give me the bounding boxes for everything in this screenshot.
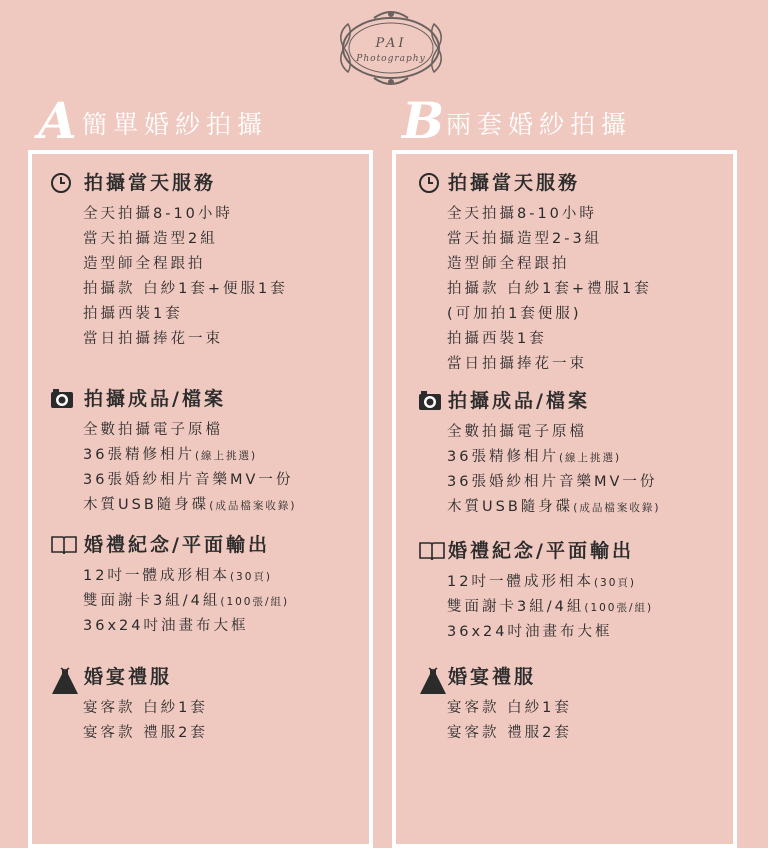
- section-header: [414, 170, 652, 200]
- clock-icon: [418, 172, 440, 198]
- list-item: [83, 202, 288, 227]
- item-text: 造型師全程跟拍: [447, 256, 570, 272]
- item-text: 當日拍攝捧花一束: [447, 356, 587, 372]
- section-heading: 婚宴禮服: [448, 666, 537, 688]
- camera-icon: [50, 388, 74, 414]
- section-header: [50, 664, 208, 694]
- list-item: [447, 620, 653, 645]
- dress-icon: [50, 666, 80, 700]
- logo: [334, 6, 448, 90]
- list-item: [447, 445, 660, 470]
- item-text: 木質USB隨身碟: [83, 497, 210, 513]
- list-item: [83, 564, 289, 589]
- item-text: 12吋一體成形相本: [83, 568, 230, 584]
- section-header: [414, 664, 572, 694]
- item-note: (30頁): [229, 571, 273, 583]
- section: [414, 664, 572, 746]
- section-items: [414, 696, 572, 746]
- package-box: [392, 150, 737, 848]
- section-items: [414, 420, 660, 520]
- section-header: [414, 388, 660, 418]
- section-heading: 拍攝當天服務: [84, 172, 217, 194]
- package-box: [28, 150, 373, 848]
- list-item: [83, 327, 288, 352]
- item-text: 雙面謝卡3組/4組: [83, 593, 221, 609]
- item-note: (線上挑選): [194, 450, 258, 462]
- section: [414, 388, 660, 520]
- item-text: 拍攝西裝1套: [447, 331, 547, 347]
- list-item: [447, 302, 652, 327]
- list-item: [83, 589, 289, 614]
- item-text: 全天拍攝8-10小時: [83, 206, 233, 222]
- item-text: 拍攝西裝1套: [83, 306, 183, 322]
- list-item: [83, 302, 288, 327]
- section-header: [50, 532, 289, 562]
- item-text: 造型師全程跟拍: [83, 256, 206, 272]
- list-item: [83, 227, 288, 252]
- list-item: [447, 227, 652, 252]
- section: [50, 532, 289, 639]
- list-item: [447, 420, 660, 445]
- list-item: [447, 202, 652, 227]
- package-title-text: 兩套婚紗拍攝: [446, 110, 633, 139]
- item-text: 宴客款 白紗1套: [447, 700, 572, 716]
- item-note: (100張/組): [220, 596, 290, 608]
- section-items: [50, 418, 296, 518]
- section-heading: 婚禮紀念/平面輸出: [448, 540, 634, 562]
- section-items: [50, 696, 208, 746]
- package-letter: B: [402, 91, 445, 150]
- item-note: (成品檔案收錄): [209, 500, 297, 512]
- section: [50, 664, 208, 746]
- list-item: [83, 443, 296, 468]
- section-items: [50, 202, 288, 352]
- item-text: 宴客款 白紗1套: [83, 700, 208, 716]
- item-text: 拍攝款 白紗1套+禮服1套: [447, 281, 652, 297]
- item-text: 雙面謝卡3組/4組: [447, 599, 585, 615]
- camera-icon: [418, 390, 442, 416]
- item-text: 全數拍攝電子原檔: [83, 422, 223, 438]
- list-item: [83, 468, 296, 493]
- book-icon: [50, 534, 78, 560]
- item-text: 36張婚紗相片音樂MV一份: [83, 472, 294, 488]
- item-text: 當天拍攝造型2組: [83, 231, 218, 247]
- package-letter: A: [38, 91, 77, 150]
- clock-icon: [50, 172, 72, 198]
- package-title-text: 簡單婚紗拍攝: [82, 110, 269, 139]
- item-text: 12吋一體成形相本: [447, 574, 594, 590]
- item-text: 宴客款 禮服2套: [83, 725, 208, 741]
- list-item: [447, 721, 572, 746]
- list-item: [447, 595, 653, 620]
- section: [50, 170, 288, 352]
- list-item: [83, 721, 208, 746]
- section-heading: 拍攝當天服務: [448, 172, 581, 194]
- list-item: [447, 570, 653, 595]
- item-text: (可加拍1套便服): [447, 306, 582, 322]
- list-item: [83, 614, 289, 639]
- list-item: [83, 418, 296, 443]
- section: [414, 538, 653, 645]
- item-text: 宴客款 禮服2套: [447, 725, 572, 741]
- section-heading: 婚宴禮服: [84, 666, 173, 688]
- list-item: [447, 696, 572, 721]
- section-heading: 拍攝成品/檔案: [448, 390, 590, 412]
- section-header: [50, 170, 288, 200]
- list-item: [447, 352, 652, 377]
- list-item: [83, 493, 296, 518]
- section-items: [50, 564, 289, 639]
- list-item: [447, 327, 652, 352]
- item-note: (30頁): [593, 577, 637, 589]
- item-text: 36張婚紗相片音樂MV一份: [447, 474, 658, 490]
- section-header: [50, 386, 296, 416]
- list-item: [447, 470, 660, 495]
- item-text: 36x24吋油畫布大框: [447, 624, 613, 640]
- section: [50, 386, 296, 518]
- item-text: 36張精修相片: [447, 449, 559, 465]
- section-items: [414, 570, 653, 645]
- list-item: [83, 277, 288, 302]
- section-heading: 拍攝成品/檔案: [84, 388, 226, 410]
- item-note: (成品檔案收錄): [573, 502, 661, 514]
- section-header: [414, 538, 653, 568]
- logo-name: PAI: [375, 36, 407, 51]
- item-text: 當天拍攝造型2-3組: [447, 231, 603, 247]
- list-item: [83, 696, 208, 721]
- logo-tagline: Photography: [356, 54, 426, 64]
- item-note: (100張/組): [584, 602, 654, 614]
- section-heading: 婚禮紀念/平面輸出: [84, 534, 270, 556]
- list-item: [447, 252, 652, 277]
- item-text: 拍攝款 白紗1套+便服1套: [83, 281, 288, 297]
- item-text: 全數拍攝電子原檔: [447, 424, 587, 440]
- item-text: 木質USB隨身碟: [447, 499, 574, 515]
- list-item: [447, 495, 660, 520]
- section-items: [414, 202, 652, 377]
- list-item: [447, 277, 652, 302]
- item-note: (線上挑選): [558, 452, 622, 464]
- dress-icon: [418, 666, 448, 700]
- section: [414, 170, 652, 377]
- list-item: [83, 252, 288, 277]
- item-text: 當日拍攝捧花一束: [83, 331, 223, 347]
- item-text: 36x24吋油畫布大框: [83, 618, 249, 634]
- item-text: 36張精修相片: [83, 447, 195, 463]
- item-text: 全天拍攝8-10小時: [447, 206, 597, 222]
- book-icon: [418, 540, 446, 566]
